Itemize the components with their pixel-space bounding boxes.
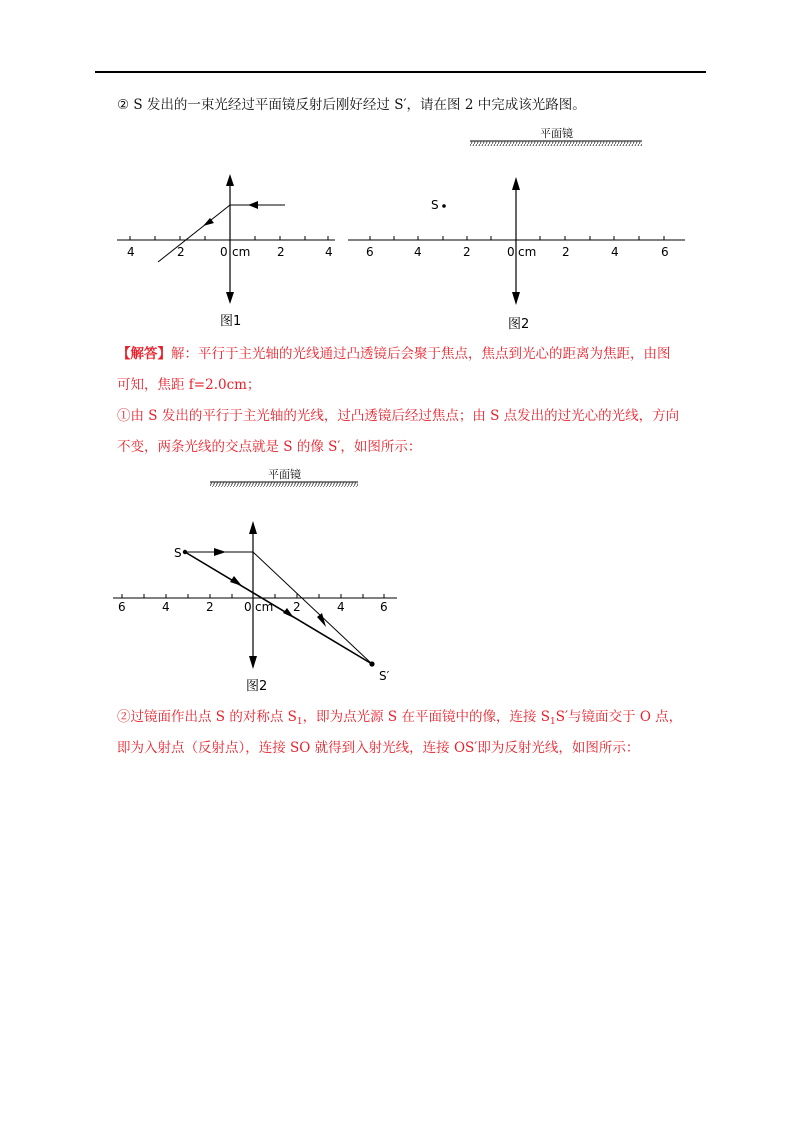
fig3-parallel-arrow — [214, 548, 226, 556]
fig2-tick-label: 6 — [366, 245, 374, 259]
fig3-center-arrow-1 — [230, 576, 242, 586]
fig2-mirror-label: 平面镜 — [540, 127, 573, 140]
fig2-axis-ticks — [370, 236, 664, 240]
answer-line-4: 不变，两条光线的交点就是 S 的像 S′，如图所示： — [117, 439, 422, 455]
fig1-lens-top-arrow — [226, 174, 234, 186]
answer-tag: 【解答】 — [117, 346, 171, 362]
fig1-axis-ticks — [130, 236, 328, 240]
answer-line-2: 可知，焦距 f=2.0cm； — [117, 377, 261, 393]
fig2-tick-label: 4 — [611, 245, 619, 259]
fig3-tick-label: 2 — [206, 600, 214, 614]
fig2-tick-label: 4 — [414, 245, 422, 259]
fig3-tick-label: 4 — [162, 600, 170, 614]
fig1-tick-label: 4 — [325, 245, 333, 259]
fig3-point-s-prime — [369, 661, 374, 666]
fig1-tick-label: 4 — [127, 245, 135, 259]
fig3-tick-label: 6 — [118, 600, 126, 614]
fig2-point-s — [442, 204, 446, 208]
fig1-incident-arrow — [248, 201, 258, 209]
answer-line-5-b: ，即为点光源 S 在平面镜中的像，连接 S — [302, 709, 550, 725]
answer-line-5-a: ②过镜面作出点 S 的对称点 S — [117, 709, 297, 725]
fig2-lens-top-arrow — [512, 177, 520, 190]
answer-line-5-sub2: 1 — [549, 717, 556, 727]
fig3-lens-bottom-arrow — [249, 656, 257, 669]
fig3-mirror-hatch — [210, 482, 358, 487]
fig2-mirror-hatch — [470, 141, 642, 146]
question-text: ② S 发出的一束光经过平面镜反射后刚好经过 S′，请在图 2 中完成该光路图。 — [117, 97, 586, 113]
answer-line-6: 即为入射点（反射点），连接 SO 就得到入射光线，连接 OS′即为反射光线，如图所示： — [117, 740, 640, 756]
fig3-lens-top-arrow — [249, 521, 257, 534]
fig1-tick-label: 0 — [220, 245, 228, 259]
answer-line-5-sub: 1 — [296, 717, 303, 727]
fig2-tick-label: 2 — [463, 245, 471, 259]
fig1-tick-label: cm — [232, 245, 251, 259]
fig2-tick-label: 6 — [661, 245, 669, 259]
fig2-point-label: S — [431, 198, 439, 212]
fig1-tick-label: 2 — [177, 245, 185, 259]
fig3-tick-label: 6 — [380, 600, 388, 614]
fig2-tick-label: 0 — [507, 245, 515, 259]
fig2-tick-label: 2 — [562, 245, 570, 259]
fig3-caption: 图2 — [246, 679, 268, 694]
answer-line-1-text: 解：平行于主光轴的光线通过凸透镜后会聚于焦点，焦点到光心的距离为焦距，由图 — [171, 346, 671, 362]
fig3-mirror-label: 平面镜 — [268, 468, 301, 481]
fig1-caption: 图1 — [220, 314, 242, 329]
answer-line-5-c: S′与镜面交于 O 点， — [555, 709, 683, 725]
fig3-s-prime-label: S′ — [379, 669, 390, 683]
fig3-tick-label: 0 — [244, 600, 252, 614]
fig1-tick-label: 2 — [277, 245, 285, 259]
answer-line-5 — [117, 707, 682, 727]
fig3-tick-label: 4 — [337, 600, 345, 614]
fig2-caption: 图2 — [508, 317, 530, 332]
answer-line-3: ①由 S 发出的平行于主光轴的光线，过凸透镜后经过焦点；由 S 点发出的过光心的光线，方向 — [117, 408, 680, 424]
fig3-tick-label: cm — [255, 600, 274, 614]
fig3-s-label: S — [174, 546, 182, 560]
fig2-tick-label: cm — [518, 245, 537, 259]
fig3-point-s — [183, 550, 187, 554]
answer-line-1 — [117, 344, 671, 364]
fig2-lens-bottom-arrow — [512, 292, 520, 305]
fig1-lens-bottom-arrow — [226, 292, 234, 304]
fig3-tick-label: 2 — [293, 600, 301, 614]
